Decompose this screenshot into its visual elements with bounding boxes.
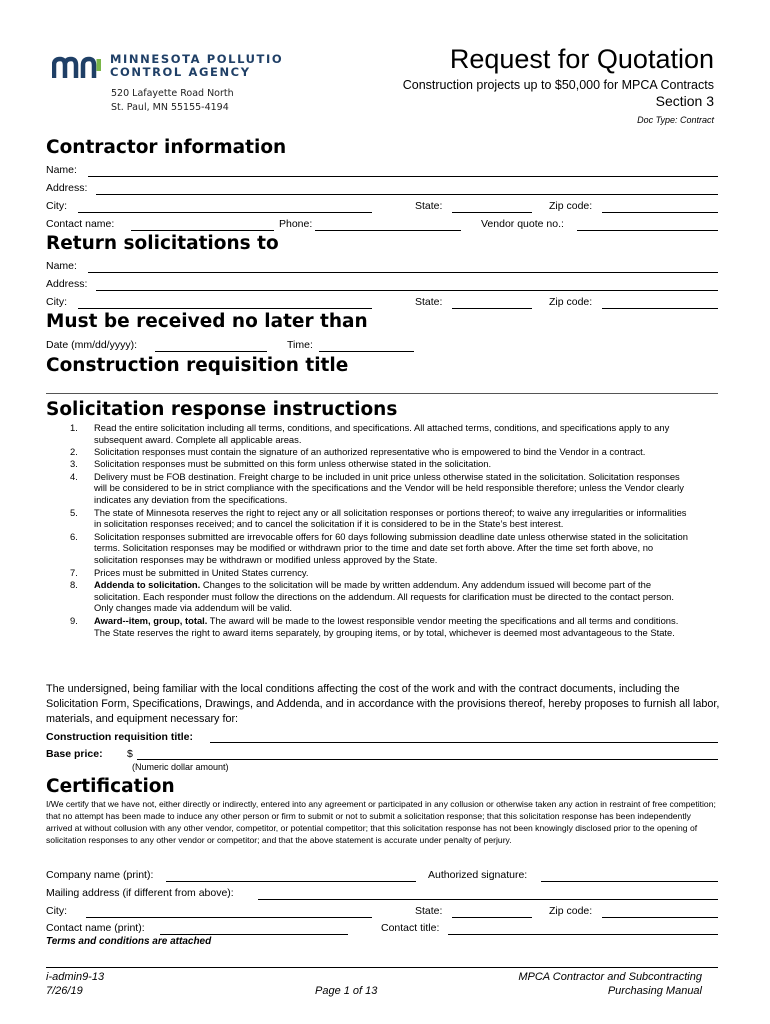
req-title-label: Construction requisition title: bbox=[46, 731, 193, 743]
cert-contact-title-field[interactable] bbox=[448, 934, 718, 935]
section-label: Section 3 bbox=[655, 93, 714, 109]
deadline-date-field[interactable] bbox=[155, 351, 267, 352]
contractor-heading: Contractor information bbox=[46, 137, 287, 158]
company-name-field[interactable] bbox=[166, 881, 416, 882]
deadline-date-label: Date (mm/dd/yyyy): bbox=[46, 339, 138, 351]
contractor-address-field[interactable] bbox=[96, 194, 718, 195]
manual-line2: Purchasing Manual bbox=[607, 985, 702, 997]
certification-text: I/We certify that we have not, either directly or indirectly, entered into any agreement or participated in any collusion or otherwise taken any action in restraint of free competition; that no attempt has been made to induce any other person or firm to submit or not to submit a solicitation response; that this solicitation response has been independently arrived at without collusion with any other vendor, competitor, or potential competitor; that this solicitation response has not been knowingly disclosed prior to the opening of solicitation responses to any other vendor or competitor; and that the above statement is accurate under penalty of perjury. bbox=[46, 799, 716, 845]
return-state-label: State: bbox=[415, 296, 443, 308]
page-title: Request for Quotation bbox=[449, 44, 714, 74]
footer-divider bbox=[46, 967, 718, 968]
contractor-contact-label: Contact name: bbox=[46, 218, 115, 230]
footer-left bbox=[46, 970, 104, 998]
contractor-contact-field[interactable] bbox=[131, 230, 274, 231]
authorized-signature-label: Authorized signature: bbox=[428, 869, 528, 881]
mailing-address-field[interactable] bbox=[258, 899, 718, 900]
return-state-field[interactable] bbox=[452, 308, 532, 309]
footer-right bbox=[518, 970, 702, 998]
instructions-heading: Solicitation response instructions bbox=[46, 399, 398, 420]
list-item: 1. Read the entire solicitation including all terms, conditions, and specifications. All attached terms, conditions, and specifications apply to any subsequent award. Complete all applicable areas. bbox=[70, 422, 670, 445]
return-address-field[interactable] bbox=[96, 290, 718, 291]
contractor-name-field[interactable] bbox=[88, 176, 718, 177]
list-item: 8. Addenda to solicitation. Changes to the solicitation will be made by written addendum. Any addendum issued will become part of the solicitation. Each responder must follow the directions on the addendum. All requests for clarification must be directed to the contact person. Only changes made via addendum will be valid. bbox=[70, 578, 674, 614]
list-item: 3. Solicitation responses must be submitted on this form unless otherwise stated in the solicitation. bbox=[70, 458, 492, 470]
numeric-note: (Numeric dollar amount) bbox=[132, 762, 229, 772]
form-date: 7/26/19 bbox=[46, 985, 83, 997]
dollar-sign: $ bbox=[127, 748, 133, 760]
mpca-logo-icon bbox=[52, 56, 104, 78]
vendor-quote-label: Vendor quote no.: bbox=[481, 218, 564, 230]
cert-state-label: State: bbox=[415, 905, 443, 917]
cert-state-field[interactable] bbox=[452, 917, 532, 918]
base-price-label: Base price: bbox=[46, 748, 103, 760]
req-title-field[interactable] bbox=[210, 742, 718, 743]
agency-name-line1: MINNESOTA POLLUTIO bbox=[110, 52, 284, 66]
deadline-heading: Must be received no later than bbox=[46, 311, 368, 332]
manual-line1: MPCA Contractor and Subcontracting bbox=[518, 971, 702, 983]
return-name-field[interactable] bbox=[88, 272, 718, 273]
return-heading: Return solicitations to bbox=[46, 233, 279, 254]
contractor-phone-field[interactable] bbox=[315, 230, 461, 231]
agency-name bbox=[110, 53, 283, 79]
authorized-signature-field[interactable] bbox=[541, 881, 718, 882]
return-city-field[interactable] bbox=[78, 308, 372, 309]
form-id: i-admin9-13 bbox=[46, 971, 105, 983]
deadline-time-label: Time: bbox=[287, 339, 313, 351]
contractor-name-label: Name: bbox=[46, 164, 77, 176]
list-item: 4. Delivery must be FOB destination. Freight charge to be included in unit price unless otherwise stated in the solicitation. Solicitation responses will be considered to be in strict compliance with the specifications and the Vendor will be held responsible therefore; unless the Vendor clearly indicates any deviation from the specifications. bbox=[70, 470, 684, 506]
contractor-state-field[interactable] bbox=[452, 212, 532, 213]
cert-contact-name-label: Contact name (print): bbox=[46, 922, 145, 934]
certification-heading: Certification bbox=[46, 776, 175, 797]
agency-address-line1: 520 Lafayette Road North bbox=[111, 88, 234, 99]
cert-contact-name-field[interactable] bbox=[160, 934, 348, 935]
cert-zip-label: Zip code: bbox=[549, 905, 593, 917]
return-zip-field[interactable] bbox=[602, 308, 718, 309]
terms-note: Terms and conditions are attached bbox=[46, 936, 212, 947]
page-subtitle: Construction projects up to $50,000 for MPCA Contracts bbox=[402, 78, 714, 92]
vendor-quote-field[interactable] bbox=[577, 230, 718, 231]
contractor-address-label: Address: bbox=[46, 182, 88, 194]
cert-city-label: City: bbox=[46, 905, 67, 917]
list-item: 6. Solicitation responses submitted are irrevocable offers for 60 days following submission deadline date unless otherwise stated in the solicitation terms. Solicitation responses may be modified or withdrawn prior to the time and date set forth above. After the time set forth above, no solicitation responses may be withdrawn or modified unless approved by the State. bbox=[70, 530, 688, 566]
page-number: Page 1 of 13 bbox=[315, 985, 378, 997]
company-name-label: Company name (print): bbox=[46, 869, 154, 881]
list-item: 2. Solicitation responses must contain the signature of an authorized representative who is empowered to bind the Vendor in a contract. bbox=[70, 446, 646, 458]
agency-address bbox=[111, 87, 234, 115]
contractor-zip-field[interactable] bbox=[602, 212, 718, 213]
instructions-list bbox=[46, 422, 692, 639]
contractor-city-field[interactable] bbox=[78, 212, 372, 213]
deadline-time-field[interactable] bbox=[319, 351, 414, 352]
contractor-city-label: City: bbox=[46, 200, 67, 212]
contractor-state-label: State: bbox=[415, 200, 443, 212]
requisition-title-field[interactable] bbox=[46, 393, 718, 394]
doc-type-label: Doc Type: Contract bbox=[637, 115, 714, 125]
proposal-paragraph: The undersigned, being familiar with the local conditions affecting the cost of the work and with the contract documents, including the Solicitation Form, Specifications, Drawings, and Addenda, and in accordance with the provisions thereof, hereby proposes to furnish all labor, materials, and equipment necessary for: bbox=[46, 683, 720, 725]
mailing-address-label: Mailing address (if different from above): bbox=[46, 887, 234, 899]
cert-city-field[interactable] bbox=[86, 917, 372, 918]
contractor-phone-label: Phone: bbox=[279, 218, 313, 230]
list-item: 7. Prices must be submitted in United States currency. bbox=[70, 566, 309, 578]
cert-contact-title-label: Contact title: bbox=[381, 922, 440, 934]
return-name-label: Name: bbox=[46, 260, 77, 272]
base-price-field[interactable] bbox=[137, 759, 718, 760]
return-city-label: City: bbox=[46, 296, 67, 308]
agency-name-line2: CONTROL AGENCY bbox=[110, 65, 251, 79]
cert-zip-field[interactable] bbox=[602, 917, 718, 918]
agency-address-line2: St. Paul, MN 55155-4194 bbox=[111, 102, 229, 113]
contractor-zip-label: Zip code: bbox=[549, 200, 593, 212]
list-item: 5. The state of Minnesota reserves the right to reject any or all solicitation responses or portions thereof; to waive any irregularities or informalities in solicitation responses received; and to cancel the solicitation if it is considered to be in the State’s best interest. bbox=[70, 506, 687, 530]
return-zip-label: Zip code: bbox=[549, 296, 593, 308]
requisition-heading: Construction requisition title bbox=[46, 355, 349, 376]
list-item: 9. Award--item, group, total. The award will be made to the lowest responsible vendor meeting the specifications and all terms and conditions. The State reserves the right to award items separately, by grouping items, or by total, whichever is deemed most advantageous to the State. bbox=[70, 614, 679, 638]
return-address-label: Address: bbox=[46, 278, 88, 290]
